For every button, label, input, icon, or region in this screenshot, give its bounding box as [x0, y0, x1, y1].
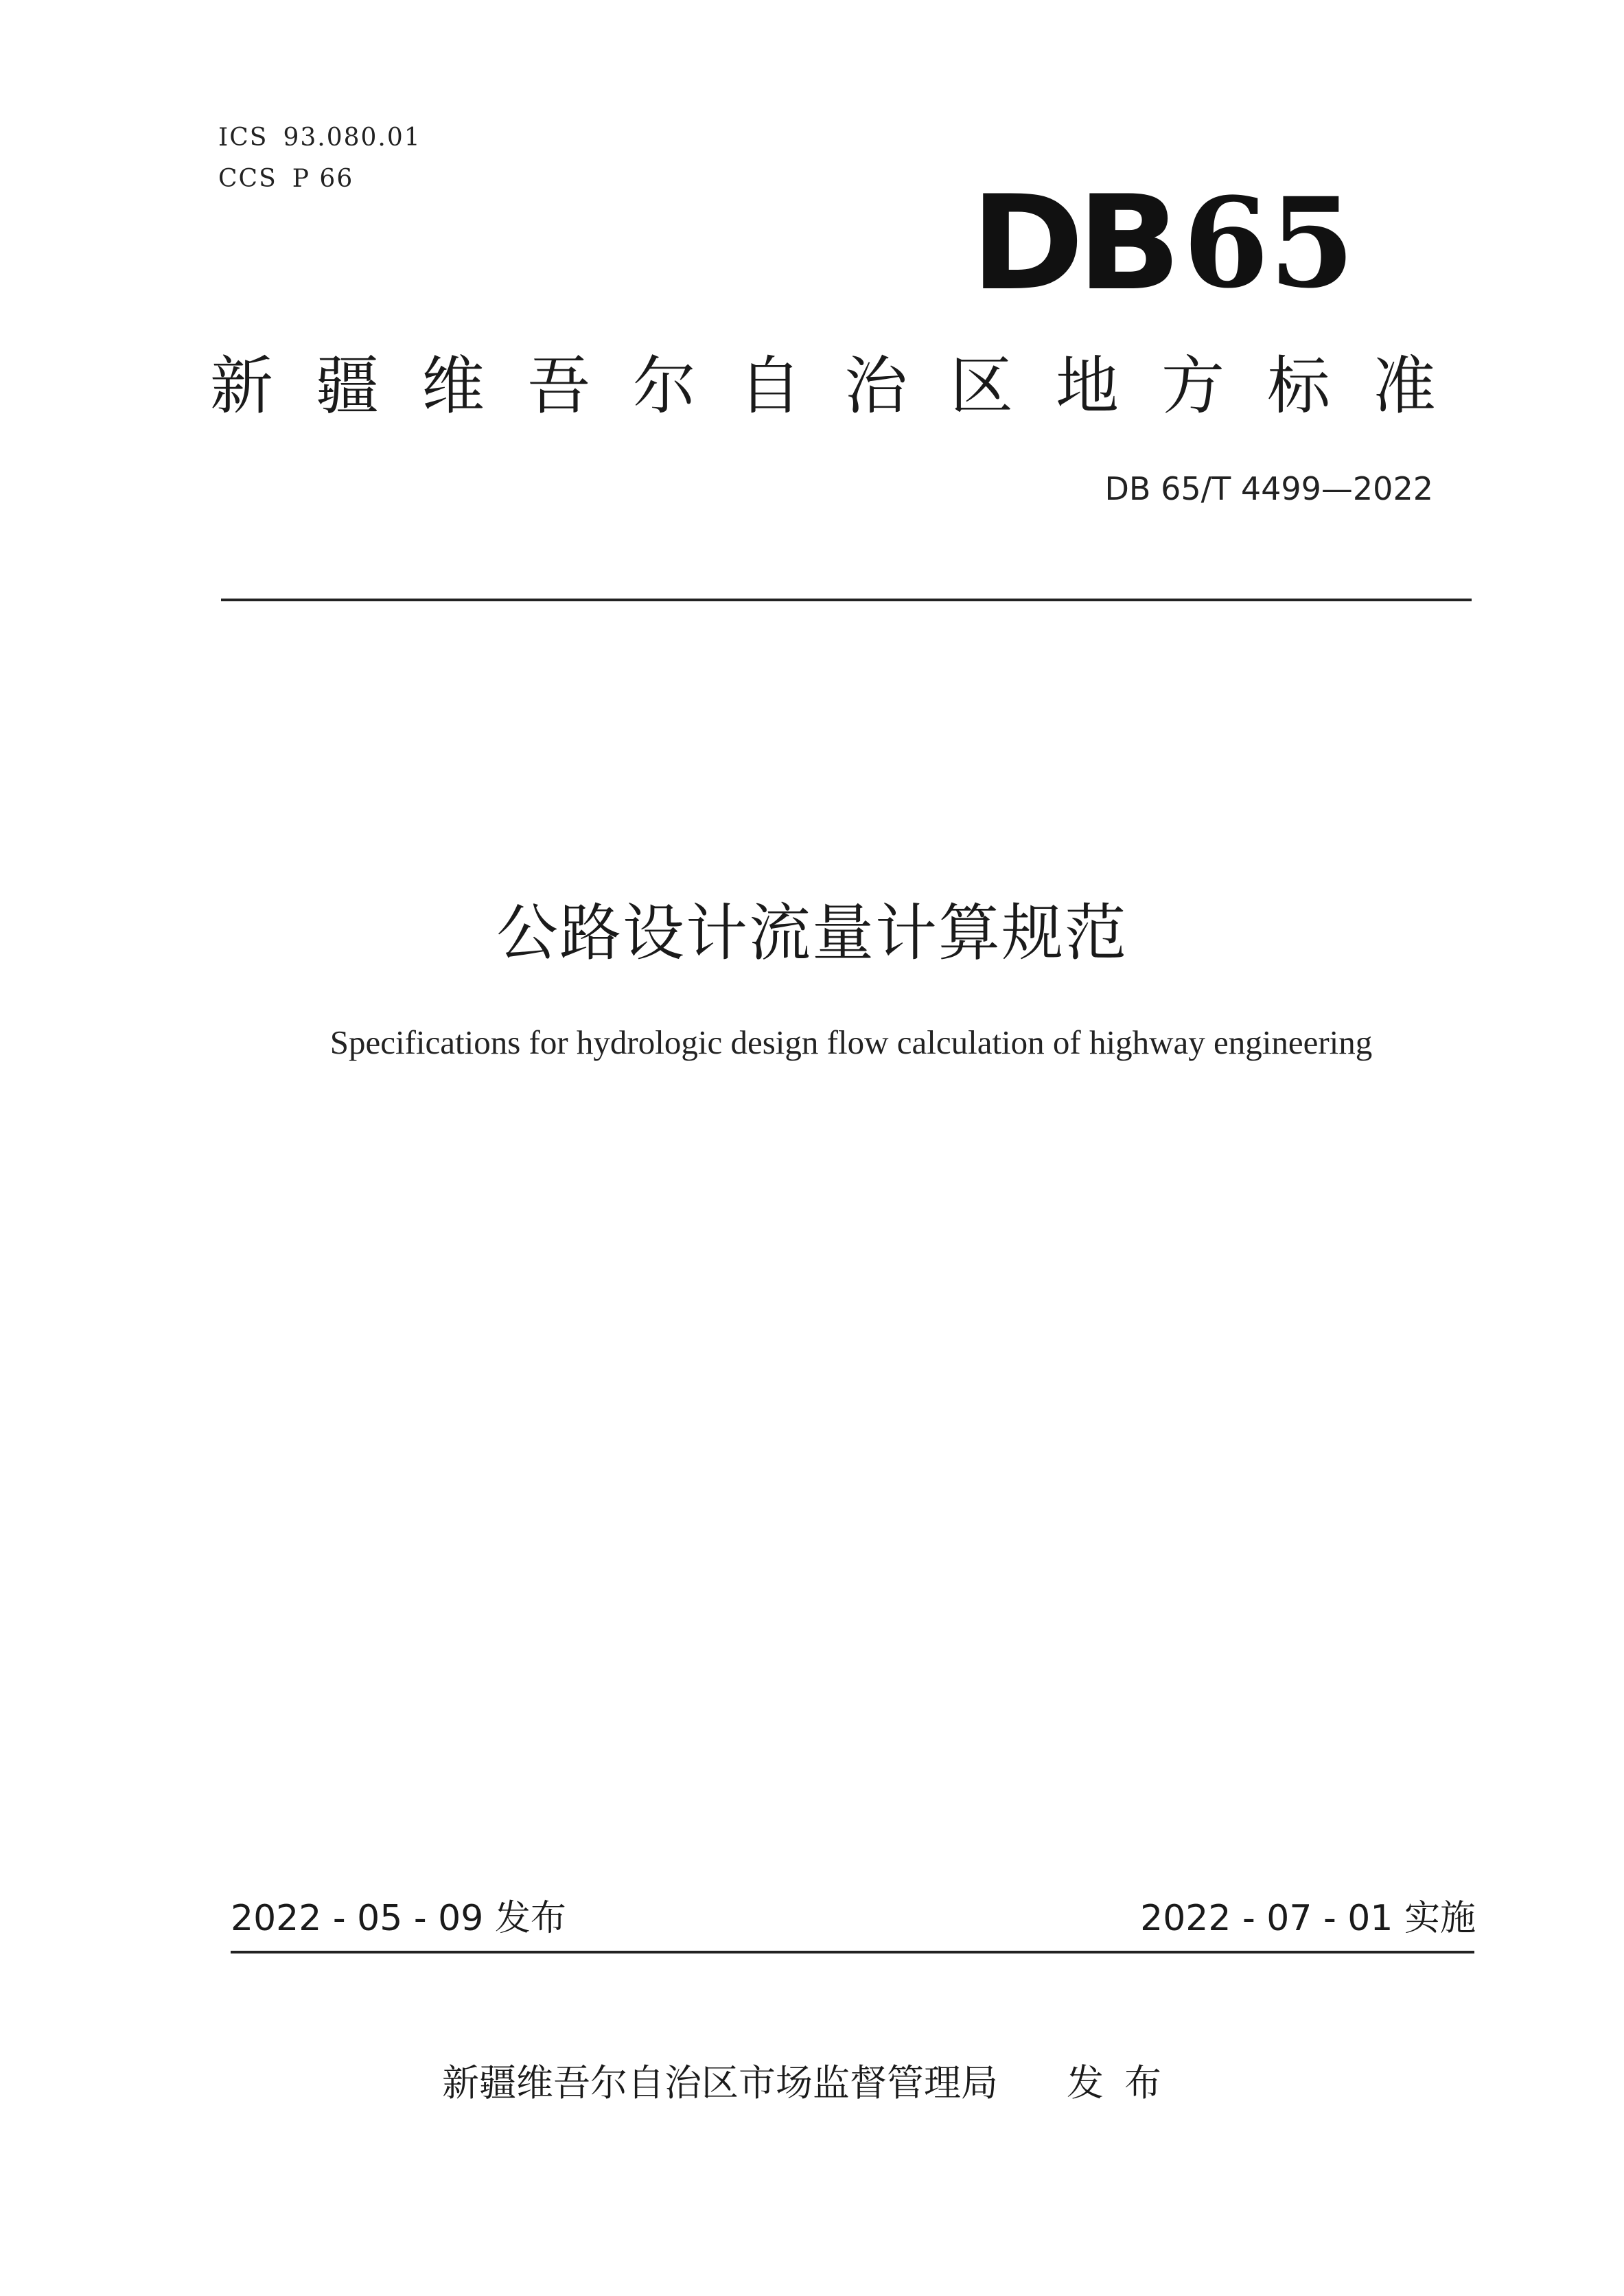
- db-logo-number: 65: [1183, 171, 1355, 316]
- issuer-action: 发布: [1067, 2061, 1182, 2104]
- ccs-label: CCS: [218, 165, 277, 193]
- implement-date: 2022 - 07 - 01 实施: [1140, 1898, 1476, 1939]
- db65-logo: [970, 167, 1355, 319]
- ics-label: ICS: [218, 124, 268, 152]
- issuer-name: 新疆维吾尔自治区市场监督管理局: [442, 2061, 998, 2104]
- issuer-line: [0, 2054, 1624, 2107]
- ccs-code: [218, 165, 353, 193]
- publish-date: 2022 - 05 - 09 发布: [231, 1898, 566, 1939]
- ics-value: 93.080.01: [283, 124, 421, 152]
- organization-title: 新疆维吾尔自治区地方标准: [210, 349, 1479, 423]
- bottom-divider: [231, 1951, 1474, 1953]
- ics-code: [218, 124, 421, 152]
- document-title-en: Specifications for hydrologic design flow calculation of highway engineering: [329, 1023, 1373, 1061]
- standard-code: DB 65/T 4499—2022: [1104, 470, 1433, 507]
- top-divider: [221, 599, 1472, 601]
- db-logo-letters: DB: [970, 167, 1174, 319]
- ccs-value: P 66: [292, 165, 354, 193]
- document-title-cn: 公路设计流量计算规范: [496, 897, 1128, 969]
